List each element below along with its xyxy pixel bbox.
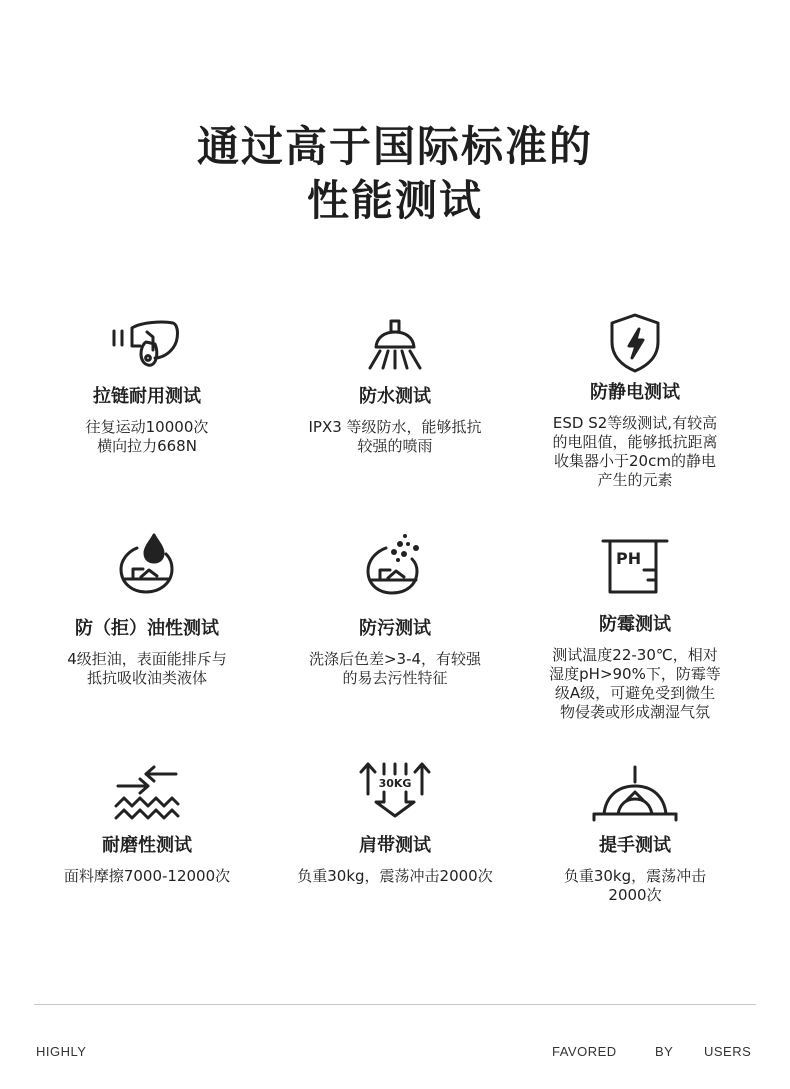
test-card-shoulder-strap bbox=[270, 756, 520, 896]
abrasion-arrows-icon bbox=[112, 764, 182, 822]
test-description: ESD S2等级测试,有较高 的电阻值，能够抵抗距离 收集器小于20cm的静电 产生的元素 bbox=[552, 414, 718, 489]
footer-text-favored: FAVORED bbox=[552, 1044, 617, 1059]
footer-divider bbox=[34, 1004, 756, 1005]
test-card-oil-repellent bbox=[22, 530, 272, 700]
footer-text-users: USERS bbox=[704, 1044, 752, 1059]
title-line-2: 性能测试 bbox=[306, 176, 483, 225]
weight-strap-icon bbox=[358, 758, 432, 820]
handle-gauge-icon bbox=[590, 764, 680, 822]
title-line-1: 通过高于国际标准的 bbox=[196, 122, 593, 171]
test-card-antistatic bbox=[510, 312, 760, 502]
test-title: 肩带测试 bbox=[359, 835, 431, 856]
oil-drop-repel-icon bbox=[115, 530, 179, 594]
test-description: 负重30kg，震荡冲击2000次 bbox=[297, 867, 493, 885]
test-description: 面料摩擦7000-12000次 bbox=[63, 867, 231, 885]
shower-head-icon bbox=[363, 316, 427, 372]
test-title: 防静电测试 bbox=[590, 382, 680, 403]
test-description: 测试温度22-30℃，相对 湿度pH>90%下，防霉等 级A级，可避免受到微生 物侵袭或形成潮湿气氛 bbox=[549, 646, 721, 721]
test-description: 洗涤后色差>3-4，有较强 的易去污性特征 bbox=[308, 650, 482, 687]
test-title: 拉链耐用测试 bbox=[93, 386, 201, 407]
lightning-shield-icon bbox=[607, 312, 663, 374]
footer-text-highly: HIGHLY bbox=[36, 1044, 87, 1059]
test-description: 往复运动10000次 横向拉力668N bbox=[85, 418, 209, 455]
test-title: 防水测试 bbox=[359, 386, 431, 407]
test-description: IPX3 等级防水，能够抵抗 较强的喷雨 bbox=[308, 418, 482, 455]
test-title: 防霉测试 bbox=[599, 614, 671, 635]
zipper-pull-icon bbox=[107, 316, 187, 372]
test-card-waterproof bbox=[270, 312, 520, 492]
ph-beaker-icon bbox=[600, 538, 670, 596]
test-title: 防污测试 bbox=[359, 618, 431, 639]
test-description: 负重30kg，震荡冲击 2000次 bbox=[563, 867, 707, 904]
footer-text-by: BY bbox=[655, 1044, 674, 1059]
dirt-repel-icon bbox=[360, 530, 430, 596]
ph-label: PH bbox=[616, 549, 642, 568]
test-title: 防（拒）油性测试 bbox=[75, 618, 219, 639]
weight-label: 30KG bbox=[378, 777, 412, 790]
test-description: 4级拒油，表面能排斥与 抵抗吸收油类液体 bbox=[67, 650, 227, 687]
test-card-handle bbox=[510, 756, 760, 916]
test-card-stain-resistance bbox=[270, 530, 520, 700]
test-title: 耐磨性测试 bbox=[102, 835, 192, 856]
test-card-mold-resistance bbox=[510, 530, 760, 730]
test-card-abrasion bbox=[22, 756, 272, 896]
test-title: 提手测试 bbox=[599, 835, 671, 856]
test-card-zipper bbox=[22, 312, 272, 492]
